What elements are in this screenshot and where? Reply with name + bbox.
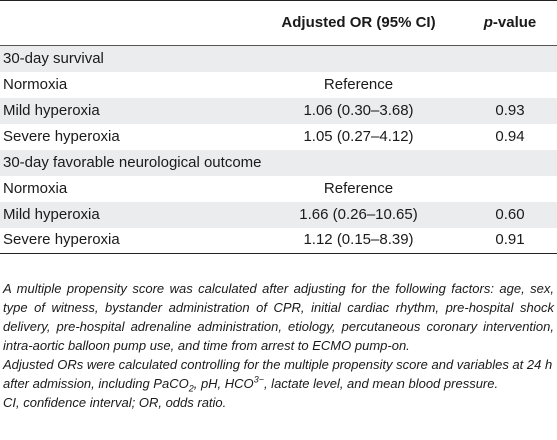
- row-p: 0.93: [495, 101, 525, 119]
- table-row: [0, 98, 557, 124]
- row-or: Reference: [323, 179, 394, 197]
- footnote-adjusted-ors: [3, 355, 554, 393]
- row-label: 30-day favorable neurological outcome: [3, 153, 262, 171]
- table-row: [0, 124, 557, 150]
- table-row: [0, 202, 557, 228]
- footnote-adjusted-ors-text-3: , lactate level, and mean blood pressure.: [263, 376, 499, 391]
- row-p: [467, 46, 557, 72]
- footnote-adjusted-ors-text-2: , pH, HCO: [193, 376, 254, 391]
- row-p: 0.91: [467, 228, 557, 254]
- row-or: [260, 46, 467, 72]
- table-body: [0, 46, 557, 254]
- row-label: 30-day survival: [3, 49, 104, 67]
- row-or: 1.06 (0.30–3.68): [303, 101, 414, 119]
- row-label: Normoxia: [3, 75, 68, 93]
- row-or: Reference: [323, 75, 394, 93]
- header-p-letter: p: [483, 14, 493, 31]
- header-adjusted-or: Adjusted OR (95% CI): [260, 1, 467, 46]
- table-row: [0, 46, 557, 72]
- row-or: 1.12 (0.15–8.39): [260, 228, 467, 254]
- table-row: [0, 72, 557, 98]
- row-or: [260, 150, 467, 176]
- footnote-propensity-score: A multiple propensity score was calculated after adjusting for the following factors: age, sex, type of witness, bystander administration of CPR, initial cardiac rhythm, pre-hospital shock delivery, pre-hospital adrenaline administration, etiology, percutaneous coronary intervention, intra-aortic balloon pump use, and time from arrest to ECMO pump-on.: [3, 281, 554, 353]
- row-label: Severe hyperoxia: [3, 127, 120, 145]
- table-row: [0, 176, 557, 202]
- row-label: Normoxia: [3, 179, 68, 197]
- row-or: 1.66 (0.26–10.65): [299, 205, 418, 223]
- table-row: [0, 228, 557, 254]
- footnote-hco3-superscript: 3−: [253, 374, 264, 385]
- header-row: [0, 1, 557, 46]
- row-label: Mild hyperoxia: [3, 205, 100, 223]
- row-or: 1.05 (0.27–4.12): [303, 127, 414, 145]
- row-p: [467, 176, 557, 202]
- footnote-abbreviations: CI, confidence interval; OR, odds ratio.: [3, 395, 227, 410]
- table-footnotes: [3, 279, 554, 412]
- row-p: [467, 72, 557, 98]
- table-header: [0, 1, 557, 46]
- row-p: [467, 150, 557, 176]
- table-row: [0, 150, 557, 176]
- header-p-value: [467, 1, 557, 46]
- footnote-adjusted-ors-text-1: Adjusted ORs were calculated controlling for the multiple propensity score and variables at 24 h after admission, including PaCO: [3, 357, 553, 391]
- row-p: 0.60: [495, 205, 525, 223]
- header-p-suffix: -value: [492, 14, 537, 31]
- footnote-paco2-subscript: 2: [188, 383, 194, 394]
- row-p: 0.94: [495, 127, 525, 145]
- row-label: Mild hyperoxia: [3, 101, 100, 119]
- header-label: [0, 1, 260, 46]
- row-label: Severe hyperoxia: [0, 228, 260, 254]
